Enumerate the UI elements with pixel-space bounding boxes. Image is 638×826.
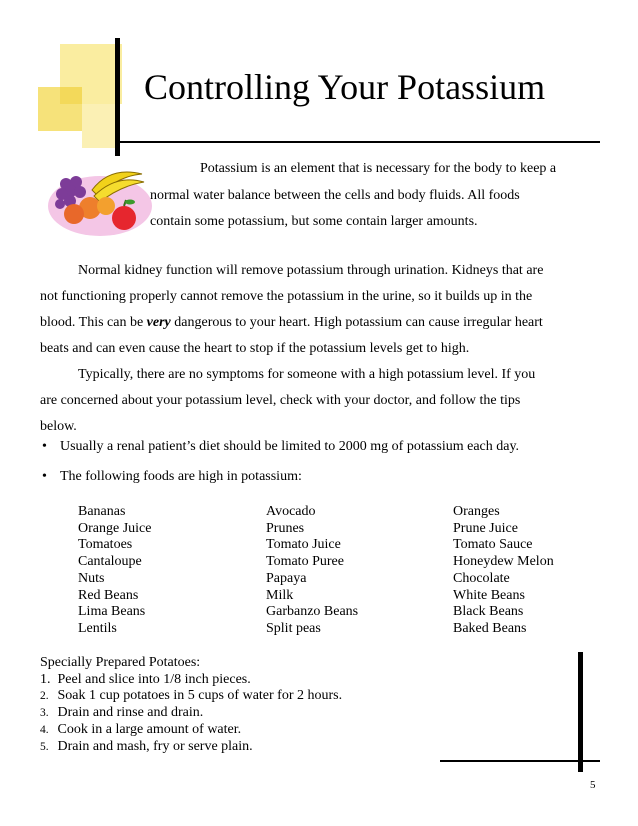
food-item: Nuts	[78, 570, 105, 586]
food-item: Tomato Juice	[266, 537, 341, 553]
food-item: Oranges	[453, 504, 500, 519]
food-item: Tomatoes	[78, 537, 133, 553]
step-number: 3.	[40, 707, 49, 720]
food-item: Prune Juice	[453, 520, 518, 536]
fruit-basket-icon	[44, 160, 156, 240]
intro-line: contain some potassium, but some contain larger amounts.	[150, 214, 478, 229]
bullet-icon: •	[42, 439, 47, 454]
paragraph-line: Typically, there are no symptoms for someone with a high potassium level. If you	[78, 367, 536, 382]
footer-horizontal-rule	[440, 760, 600, 762]
step-text: Drain and mash, fry or serve plain.	[57, 738, 253, 754]
paragraph-line: beats and can even cause the heart to stop if the potassium levels get to high.	[40, 341, 470, 356]
prep-section	[40, 655, 342, 755]
food-column-1	[78, 504, 151, 638]
step-number: 1.	[40, 671, 51, 687]
bullet-item	[40, 464, 600, 494]
food-item: Honeydew Melon	[453, 554, 554, 570]
intro-paragraph	[150, 156, 600, 236]
paragraph-line: are concerned about your potassium level, check with your doctor, and follow the tips	[40, 393, 521, 408]
prep-step	[40, 739, 342, 756]
paragraph-line: Normal kidney function will remove potassium through urination. Kidneys that are	[78, 263, 544, 278]
bullet-icon: •	[42, 469, 47, 484]
paragraph-line	[40, 310, 600, 336]
step-text: Peel and slice into 1/8 inch pieces.	[57, 671, 251, 687]
paragraph-line: below.	[40, 419, 77, 434]
step-text: Drain and rinse and drain.	[57, 705, 204, 721]
step-number: 2.	[40, 690, 49, 703]
food-item: White Beans	[453, 587, 525, 603]
step-number: 4.	[40, 723, 49, 736]
prep-heading: Specially Prepared Potatoes:	[40, 655, 201, 670]
paragraph-line: not functioning properly cannot remove the potassium in the urine, so it builds up in the	[40, 289, 533, 304]
bullet-text: The following foods are high in potassium:	[60, 469, 302, 484]
food-item: Baked Beans	[453, 620, 527, 636]
page-title: Controlling Your Potassium	[144, 67, 546, 107]
prep-step	[40, 672, 342, 689]
food-item: Garbanzo Beans	[266, 604, 359, 620]
food-item: Tomato Sauce	[453, 537, 533, 553]
intro-line: Potassium is an element that is necessary for the body to keep a	[200, 161, 557, 176]
bullet-text: Usually a renal patient’s diet should be limited to 2000 mg of potassium each day.	[60, 439, 520, 454]
bullet-list	[40, 434, 600, 494]
decor-square-overlap	[60, 87, 82, 104]
food-item: Avocado	[266, 504, 316, 519]
prep-step	[40, 722, 342, 739]
intro-line: normal water balance between the cells and body fluids. All foods	[150, 187, 520, 203]
title-horizontal-rule	[115, 141, 600, 143]
step-text: Cook in a large amount of water.	[57, 721, 242, 737]
food-item: Bananas	[78, 504, 126, 519]
text-run: blood. This can be	[40, 315, 147, 330]
food-item: Cantaloupe	[78, 554, 142, 570]
food-item: Orange Juice	[78, 520, 152, 536]
food-item: Split peas	[266, 620, 321, 636]
prep-step	[40, 688, 342, 705]
food-item: Papaya	[266, 570, 307, 586]
food-item: Lentils	[78, 620, 117, 636]
prep-step	[40, 705, 342, 722]
footer-vertical-rule	[578, 652, 583, 772]
food-item: Prunes	[266, 520, 305, 536]
food-item: Red Beans	[78, 587, 139, 603]
title-vertical-rule	[115, 38, 120, 156]
food-item: Milk	[266, 587, 294, 603]
food-column-3	[453, 504, 554, 638]
bullet-item	[40, 434, 600, 464]
emphasis-text: very	[146, 315, 171, 330]
food-item: Tomato Puree	[266, 554, 344, 570]
food-column-2	[266, 504, 358, 638]
decor-square-right	[82, 104, 118, 148]
step-text: Soak 1 cup potatoes in 5 cups of water for 2 hours.	[57, 688, 343, 704]
page-number: 5	[590, 779, 596, 791]
food-item: Chocolate	[453, 570, 510, 586]
body-paragraphs	[40, 258, 600, 440]
text-run: dangerous to your heart. High potassium can cause irregular heart	[170, 315, 543, 330]
food-item: Lima Beans	[78, 604, 146, 620]
food-item: Black Beans	[453, 604, 524, 620]
step-number: 5.	[40, 740, 49, 753]
